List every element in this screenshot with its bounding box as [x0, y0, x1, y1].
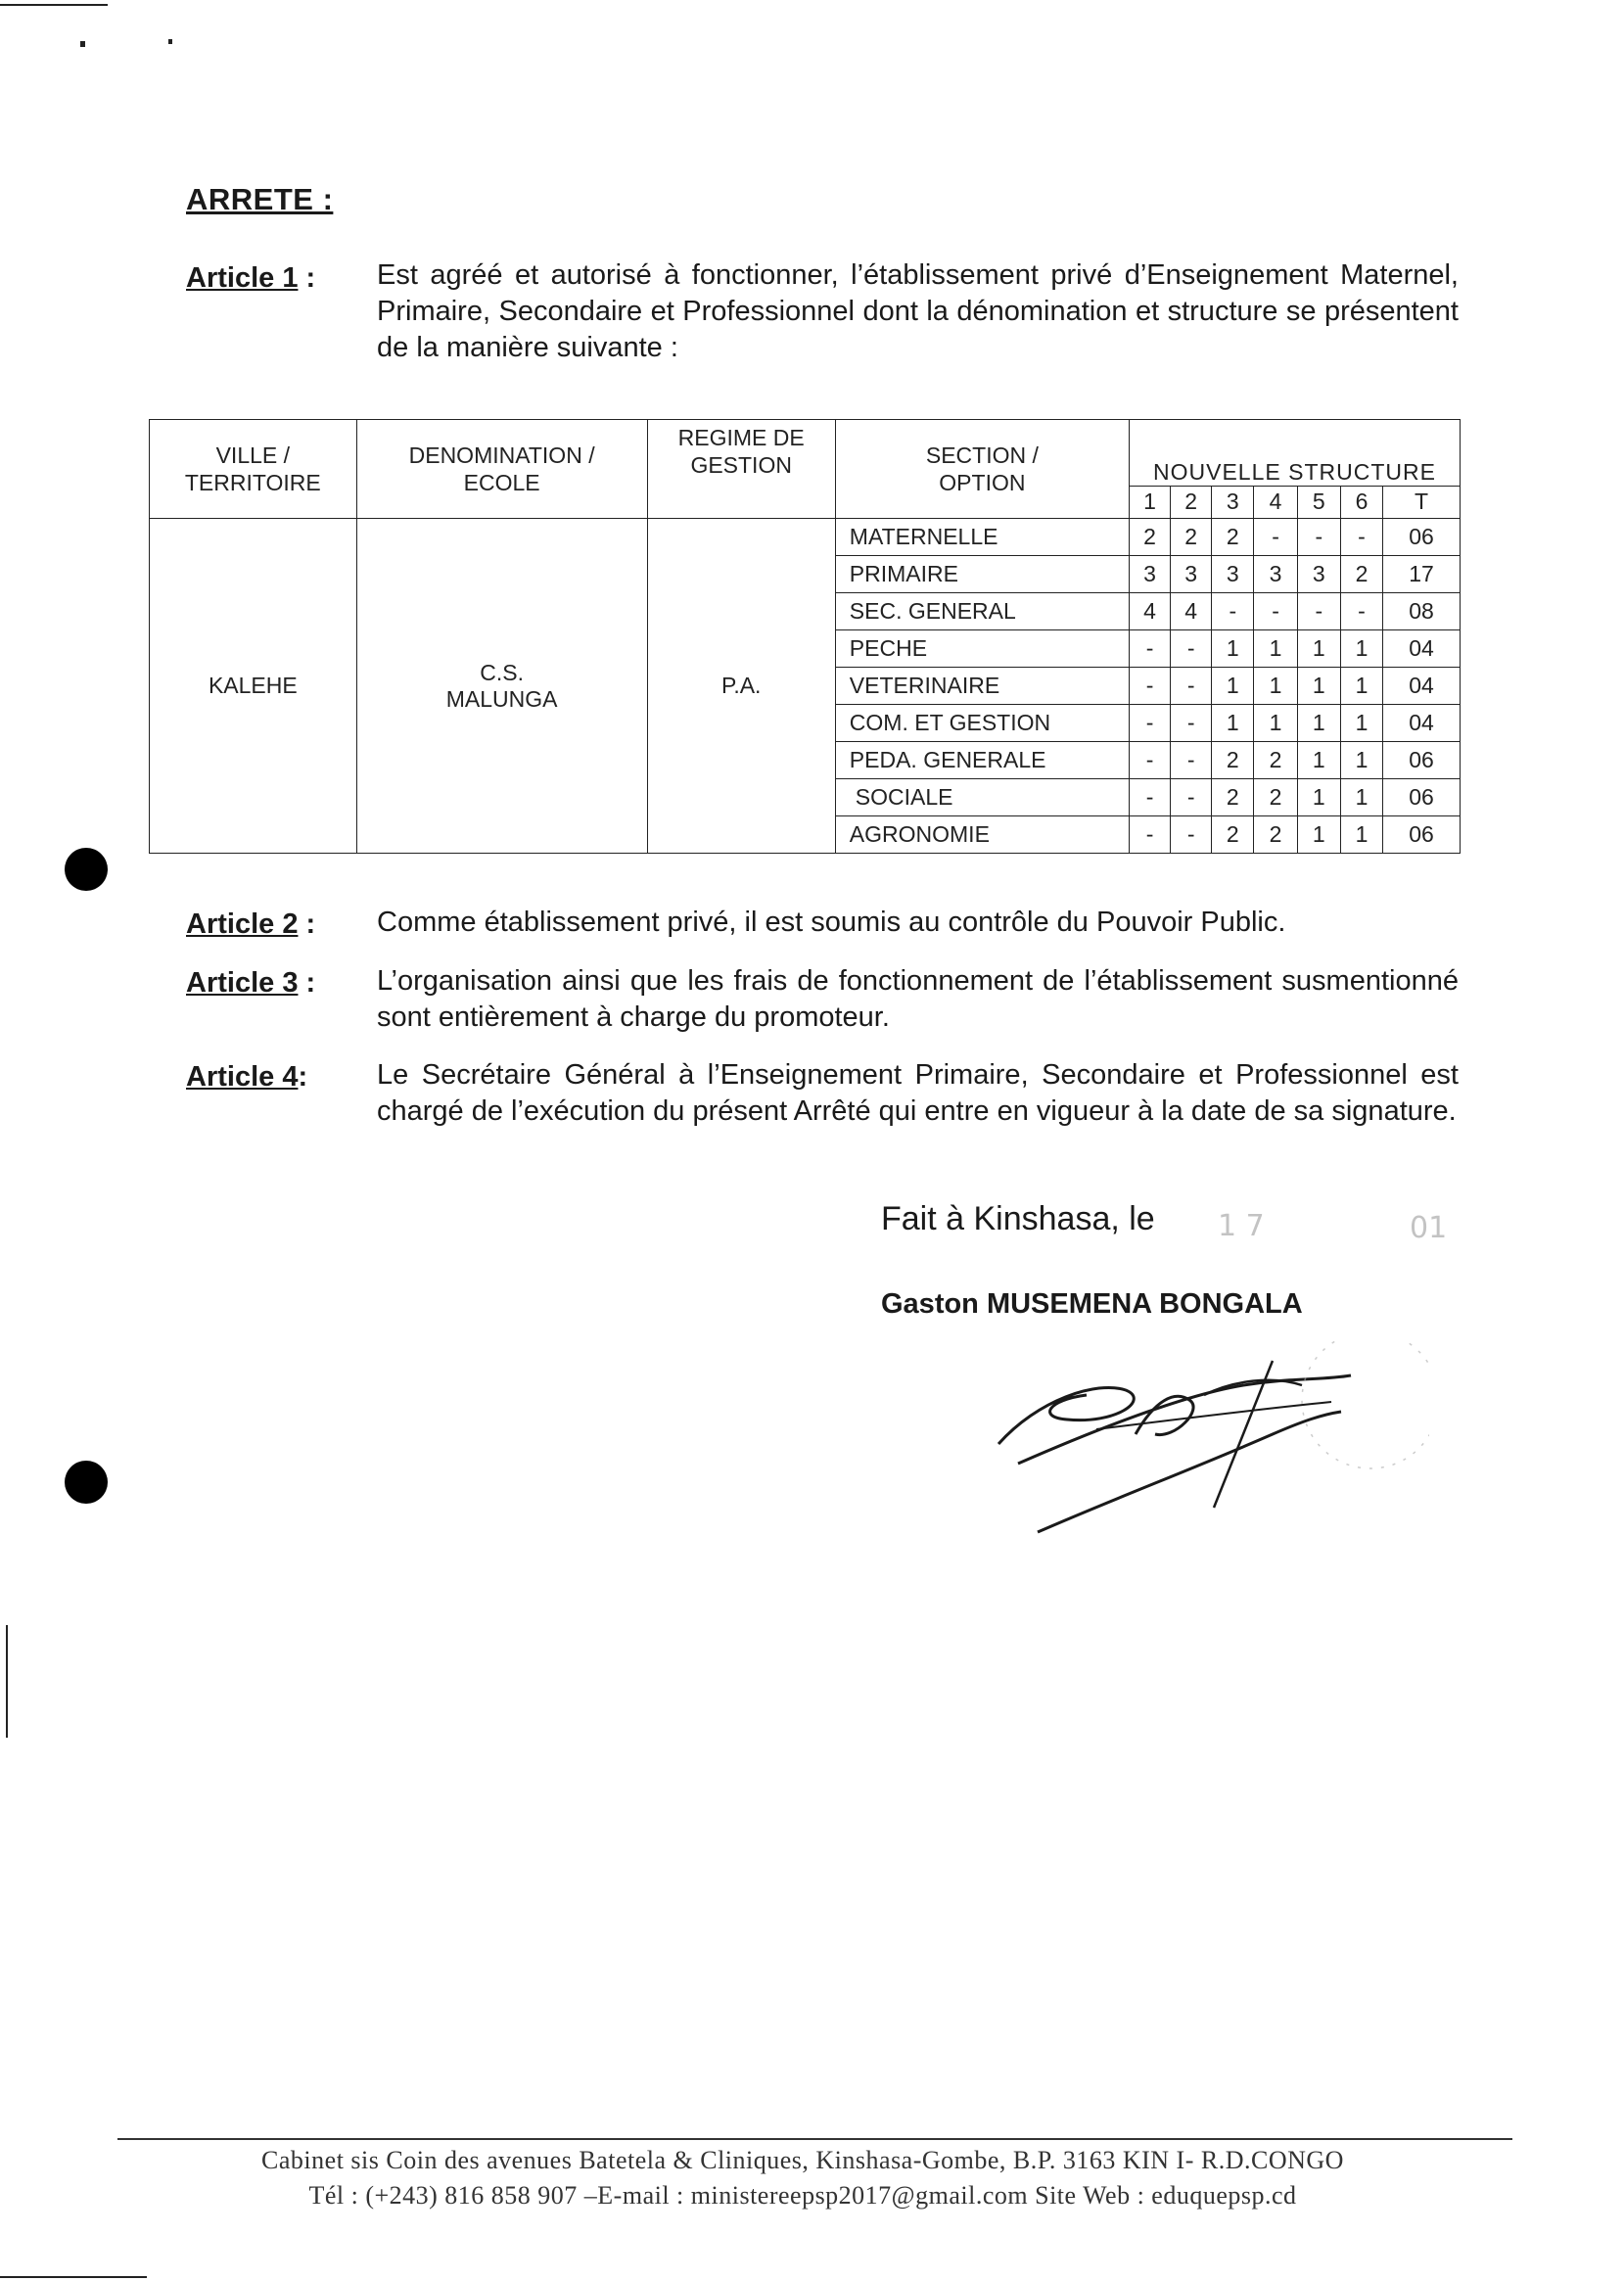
header-regime: REGIME DE GESTION — [647, 420, 835, 519]
cell-option: SOCIALE — [835, 779, 1129, 816]
cell-value: 2 — [1212, 779, 1254, 816]
cell-value: 3 — [1212, 556, 1254, 593]
cell-value: - — [1129, 705, 1170, 742]
scan-mark-bottom — [0, 2276, 147, 2278]
header-ville: VILLE / TERRITOIRE — [150, 420, 357, 519]
cell-value: 1 — [1297, 742, 1340, 779]
cell-value: 1 — [1340, 816, 1382, 854]
cell-value: 1 — [1340, 705, 1382, 742]
header-structure: NOUVELLE STRUCTURE — [1129, 420, 1460, 487]
col-header: 4 — [1254, 486, 1297, 518]
cell-value: 2 — [1212, 816, 1254, 854]
cell-value: - — [1212, 593, 1254, 630]
cell-value: - — [1171, 668, 1212, 705]
structure-table — [149, 419, 1461, 854]
cell-value: 1 — [1297, 630, 1340, 668]
cell-value: 2 — [1254, 816, 1297, 854]
footer-divider — [117, 2138, 1512, 2140]
cell-value: - — [1129, 779, 1170, 816]
header-denomination: DENOMINATION / ECOLE — [356, 420, 647, 519]
cell-total: 06 — [1383, 779, 1461, 816]
article-4-text: Le Secrétaire Général à l’Enseignement Primaire, Secondaire et Professionnel est chargé de l’exécution du présent Arrêté qui entre en vigueur à la date de sa signature. — [377, 1059, 1459, 1127]
cell-value: - — [1297, 519, 1340, 556]
cell-value: 1 — [1212, 705, 1254, 742]
cell-value: - — [1129, 668, 1170, 705]
cell-value: - — [1129, 630, 1170, 668]
svg-text:01: 01 — [1410, 1211, 1448, 1245]
cell-value: 1 — [1340, 630, 1382, 668]
cell-total: 04 — [1383, 630, 1461, 668]
cell-value: 2 — [1212, 519, 1254, 556]
cell-value: 2 — [1340, 556, 1382, 593]
punch-hole — [65, 848, 108, 891]
signature-place-date: Fait à Kinshasa, le — [881, 1200, 1155, 1237]
cell-value: 1 — [1297, 816, 1340, 854]
article-2-text: Comme établissement privé, il est soumis au contrôle du Pouvoir Public. — [377, 907, 1286, 938]
cell-value: 1 — [1254, 668, 1297, 705]
svg-text:1 7: 1 7 — [1218, 1209, 1265, 1243]
scan-mark-dot — [80, 41, 85, 47]
header-section: SECTION / OPTION — [835, 420, 1129, 519]
col-header: 6 — [1340, 486, 1382, 518]
cell-value: 3 — [1254, 556, 1297, 593]
cell-value: 1 — [1340, 668, 1382, 705]
cell-value: - — [1340, 519, 1382, 556]
cell-value: 3 — [1129, 556, 1170, 593]
cell-value: 1 — [1212, 630, 1254, 668]
cell-total: 06 — [1383, 816, 1461, 854]
cell-value: - — [1171, 742, 1212, 779]
footer-contact: Tél : (+243) 816 858 907 –E-mail : ministereepsp2017@gmail.com Site Web : eduquepsp.cd — [308, 2181, 1297, 2210]
cell-value: - — [1171, 816, 1212, 854]
cell-ville: KALEHE — [150, 519, 357, 854]
scan-mark-left — [6, 1625, 8, 1738]
signer-name: Gaston MUSEMENA BONGALA — [881, 1288, 1303, 1320]
cell-value: 1 — [1254, 630, 1297, 668]
cell-option: PRIMAIRE — [835, 556, 1129, 593]
cell-value: 4 — [1129, 593, 1170, 630]
cell-value: 3 — [1297, 556, 1340, 593]
date-stamp — [1214, 1200, 1468, 1249]
cell-value: 2 — [1212, 742, 1254, 779]
cell-total: 04 — [1383, 705, 1461, 742]
cell-value: 2 — [1254, 779, 1297, 816]
cell-value: 2 — [1171, 519, 1212, 556]
article-3-label: Article 3 : — [186, 967, 316, 999]
scan-mark-top — [0, 4, 108, 6]
cell-value: 2 — [1129, 519, 1170, 556]
cell-value: 1 — [1340, 742, 1382, 779]
cell-value: - — [1129, 742, 1170, 779]
arrete-heading: ARRETE : — [186, 182, 334, 216]
cell-value: 1 — [1254, 705, 1297, 742]
cell-total: 17 — [1383, 556, 1461, 593]
cell-total: 08 — [1383, 593, 1461, 630]
col-header: T — [1383, 486, 1461, 518]
cell-value: - — [1171, 705, 1212, 742]
cell-value: - — [1129, 816, 1170, 854]
cell-value: - — [1297, 593, 1340, 630]
article-1-text: Est agréé et autorisé à fonctionner, l’établissement privé d’Enseignement Maternel, Primaire, Secondaire et Professionnel dont la dénomination et structure se présentent de la manière suivante : — [377, 259, 1459, 363]
cell-ecole: C.S. MALUNGA — [356, 519, 647, 854]
col-header: 3 — [1212, 486, 1254, 518]
table-row — [150, 519, 1461, 556]
cell-value: - — [1254, 593, 1297, 630]
col-header: 2 — [1171, 486, 1212, 518]
article-3-text: L’organisation ainsi que les frais de fonctionnement de l’établissement susmentionné sont entièrement à charge du promoteur. — [377, 965, 1459, 1033]
cell-total: 04 — [1383, 668, 1461, 705]
cell-value: - — [1254, 519, 1297, 556]
cell-value: - — [1171, 779, 1212, 816]
cell-value: 1 — [1297, 668, 1340, 705]
signature-icon — [979, 1341, 1429, 1547]
cell-value: 3 — [1171, 556, 1212, 593]
cell-value: - — [1171, 630, 1212, 668]
cell-regime: P.A. — [647, 519, 835, 854]
cell-option: MATERNELLE — [835, 519, 1129, 556]
col-header: 1 — [1129, 486, 1170, 518]
col-header: 5 — [1297, 486, 1340, 518]
cell-option: VETERINAIRE — [835, 668, 1129, 705]
cell-value: - — [1340, 593, 1382, 630]
scan-mark-dot — [168, 39, 172, 44]
cell-option: PEDA. GENERALE — [835, 742, 1129, 779]
cell-option: PECHE — [835, 630, 1129, 668]
article-1-label: Article 1 : — [186, 262, 316, 294]
cell-option: COM. ET GESTION — [835, 705, 1129, 742]
cell-value: 4 — [1171, 593, 1212, 630]
punch-hole — [65, 1461, 108, 1504]
cell-option: AGRONOMIE — [835, 816, 1129, 854]
cell-value: 2 — [1254, 742, 1297, 779]
footer-address: Cabinet sis Coin des avenues Batetela & Cliniques, Kinshasa-Gombe, B.P. 3163 KIN I- R.D.CONGO — [261, 2146, 1344, 2174]
cell-option: SEC. GENERAL — [835, 593, 1129, 630]
article-2-label: Article 2 : — [186, 908, 316, 940]
cell-total: 06 — [1383, 519, 1461, 556]
article-4-label: Article 4: — [186, 1061, 308, 1093]
cell-value: 1 — [1212, 668, 1254, 705]
cell-value: 1 — [1297, 779, 1340, 816]
handwritten-signature — [979, 1341, 1429, 1552]
cell-value: 1 — [1297, 705, 1340, 742]
cell-value: 1 — [1340, 779, 1382, 816]
cell-total: 06 — [1383, 742, 1461, 779]
date-stamp-icon — [1214, 1200, 1468, 1249]
